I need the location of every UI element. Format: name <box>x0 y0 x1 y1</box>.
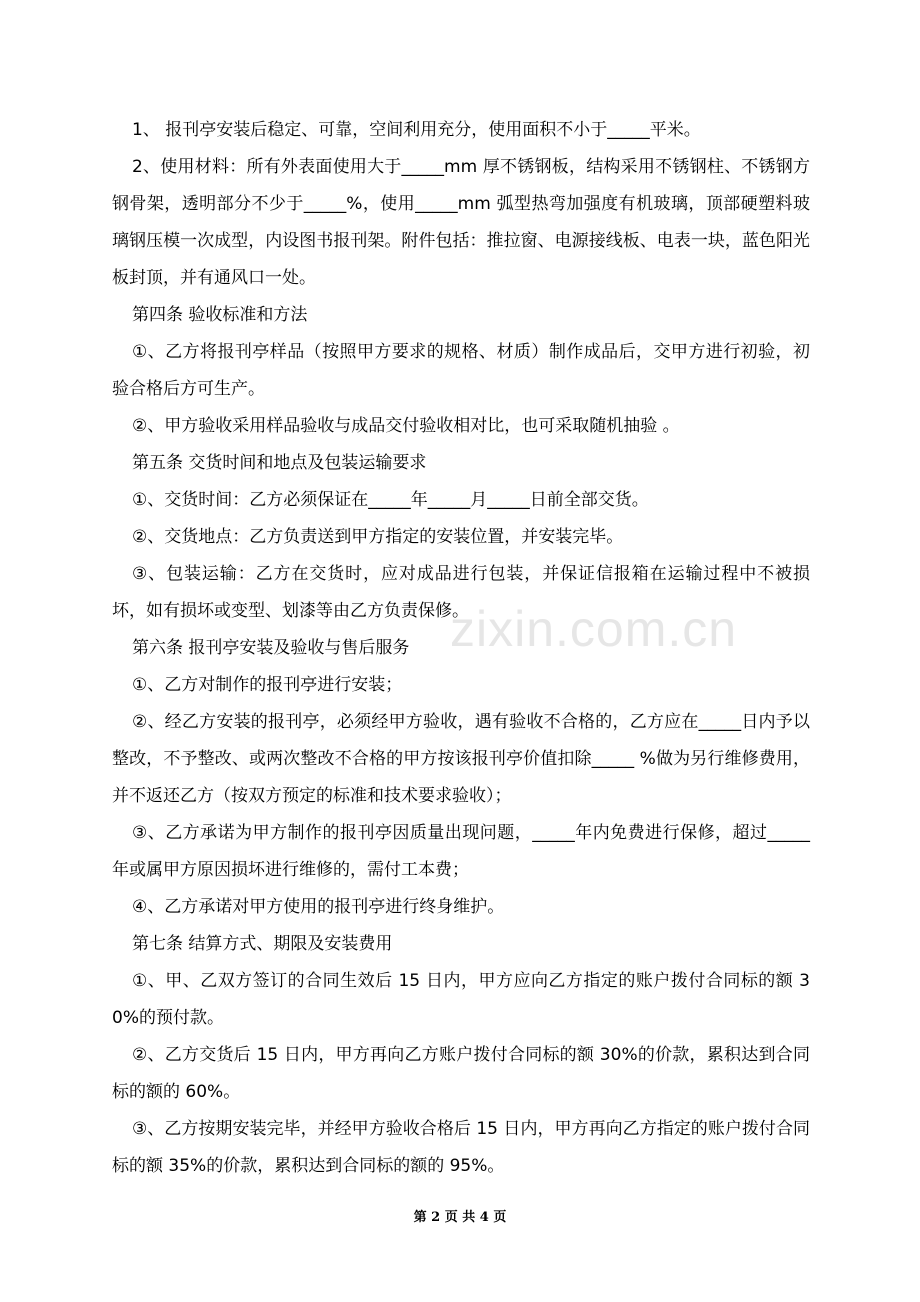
paragraph: 2、使用材料：所有外表面使用大于_____mm 厚不锈钢板，结构采用不锈钢柱、不锈钢方钢骨架，透明部分不少于_____%，使用_____mm 弧型热弯加强度有机玻璃，顶部硬塑料玻璃钢压模一次成型，内设图书报刊架。附件包括：推拉窗、电源接线板、电表一块，蓝色阳光板封顶，并有通风口一处。 <box>112 157 810 288</box>
paragraph: ④、乙方承诺对甲方使用的报刊亭进行终身维护。 <box>132 897 505 917</box>
paragraph: 1、 报刊亭安装后稳定、可靠，空间利用充分，使用面积不小于_____平米。 <box>132 120 701 140</box>
paragraph: ②、乙方交货后 15 日内，甲方再向乙方账户拨付合同标的额 30%的价款，累积达到合同标的额的 60%。 <box>112 1045 810 1102</box>
paragraph: ③、包装运输：乙方在交货时，应对成品进行包装，并保证信报箱在运输过程中不被损坏，如有损坏或变型、划漆等由乙方负责保修。 <box>112 564 810 621</box>
watermark: zixin.com.cn <box>450 601 738 657</box>
section-heading: 第七条 结算方式、期限及安装费用 <box>132 934 393 954</box>
paragraph: ①、乙方将报刊亭样品（按照甲方要求的规格、材质）制作成品后，交甲方进行初验，初验合格后方可生产。 <box>112 342 810 399</box>
paragraph: ①、交货时间：乙方必须保证在_____年_____月_____日前全部交货。 <box>132 490 649 510</box>
paragraph: ③、乙方按期安装完毕，并经甲方验收合格后 15 日内，甲方再向乙方指定的账户拨付合同标的额 35%的价款，累积达到合同标的额的 95%。 <box>112 1119 810 1176</box>
section-heading: 第四条 验收标准和方法 <box>132 305 308 325</box>
paragraph: ②、交货地点：乙方负责送到甲方指定的安装位置，并安装完毕。 <box>132 527 624 547</box>
section-heading: 第五条 交货时间和地点及包装运输要求 <box>132 453 427 473</box>
paragraph: ①、乙方对制作的报刊亭进行安装； <box>132 675 403 695</box>
paragraph: ①、甲、乙双方签订的合同生效后 15 日内，甲方应向乙方指定的账户拨付合同标的额 30%的预付款。 <box>112 971 810 1028</box>
paragraph: ③、乙方承诺为甲方制作的报刊亭因质量出现问题，_____年内免费进行保修，超过_____年或属甲方原因损坏进行维修的，需付工本费； <box>112 823 810 880</box>
section-heading: 第六条 报刊亭安装及验收与售后服务 <box>132 638 410 658</box>
paragraph: ②、经乙方安装的报刊亭，必须经甲方验收，遇有验收不合格的，乙方应在_____日内予以整改，不予整改、或两次整改不合格的甲方按该报刊亭价值扣除_____ %做为另行维修费用，并不返还乙方（按双方预定的标准和技术要求验收）； <box>112 712 810 806</box>
document-body <box>112 112 810 1185</box>
page-footer: 第 2 页 共 4 页 <box>413 1210 507 1225</box>
paragraph: ②、甲方验收采用样品验收与成品交付验收相对比，也可采取随机抽验 。 <box>132 416 680 436</box>
